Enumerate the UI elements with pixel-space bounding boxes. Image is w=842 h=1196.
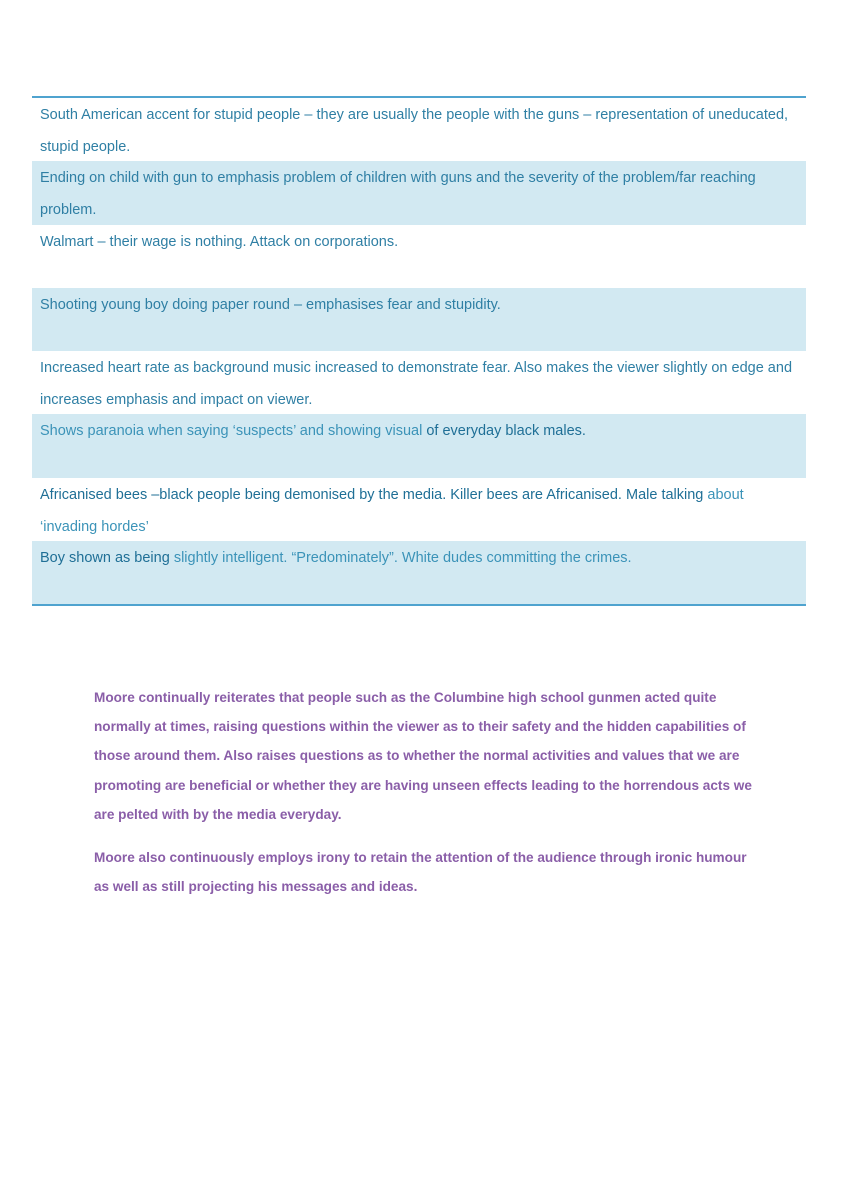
- note-text: Ending on child with gun to emphasis problem of children with guns and the severity of the problem/far reaching problem.: [40, 170, 756, 218]
- note-text: Walmart – their wage is nothing. Attack on corporations.: [40, 234, 399, 250]
- note-text-part: Boy shown as being: [40, 550, 174, 566]
- notes-table: [32, 96, 806, 606]
- note-text-part: about ‘invading hordes’: [40, 487, 744, 535]
- note-text-part: slightly intelligent. “Predominately”. White dudes committing the crimes.: [173, 550, 632, 566]
- note-row: [32, 414, 806, 478]
- note-text: South American accent for stupid people – they are usually the people with the guns – representation of uneducated, stupid people.: [40, 107, 789, 155]
- note-text-part: of everyday black males.: [426, 423, 586, 439]
- analysis-paragraph: Moore also continuously employs irony to retain the attention of the audience through ironic humour as well as still projecting his messages and ideas.: [94, 850, 747, 895]
- note-row: [32, 225, 806, 288]
- note-text-part: Shows paranoia when saying ‘suspects’ and showing visual: [40, 423, 427, 439]
- note-row: [32, 98, 806, 161]
- analysis-paragraph: Moore continually reiterates that people such as the Columbine high school gunmen acted quite normally at times, raising questions within the viewer as to their safety and the hidden capabilities of those around them. Also raises questions as to whether the normal activities and values that we are promoting are beneficial or whether they are having unseen effects leading to the horrendous acts we are pelted with by the media everyday.: [94, 690, 752, 822]
- note-row: [32, 161, 806, 225]
- note-text-part: Africanised bees –black people being demonised by the media. Killer bees are Africanised. Male talking: [40, 487, 708, 503]
- analysis-section: [94, 683, 754, 901]
- note-row: [32, 478, 806, 541]
- note-text: Increased heart rate as background music increased to demonstrate fear. Also makes the viewer slightly on edge and increases emphasis and impact on viewer.: [40, 360, 793, 408]
- note-row: [32, 288, 806, 351]
- note-text: Shooting young boy doing paper round – emphasises fear and stupidity.: [40, 297, 501, 313]
- note-row: [32, 541, 806, 604]
- note-row: [32, 351, 806, 414]
